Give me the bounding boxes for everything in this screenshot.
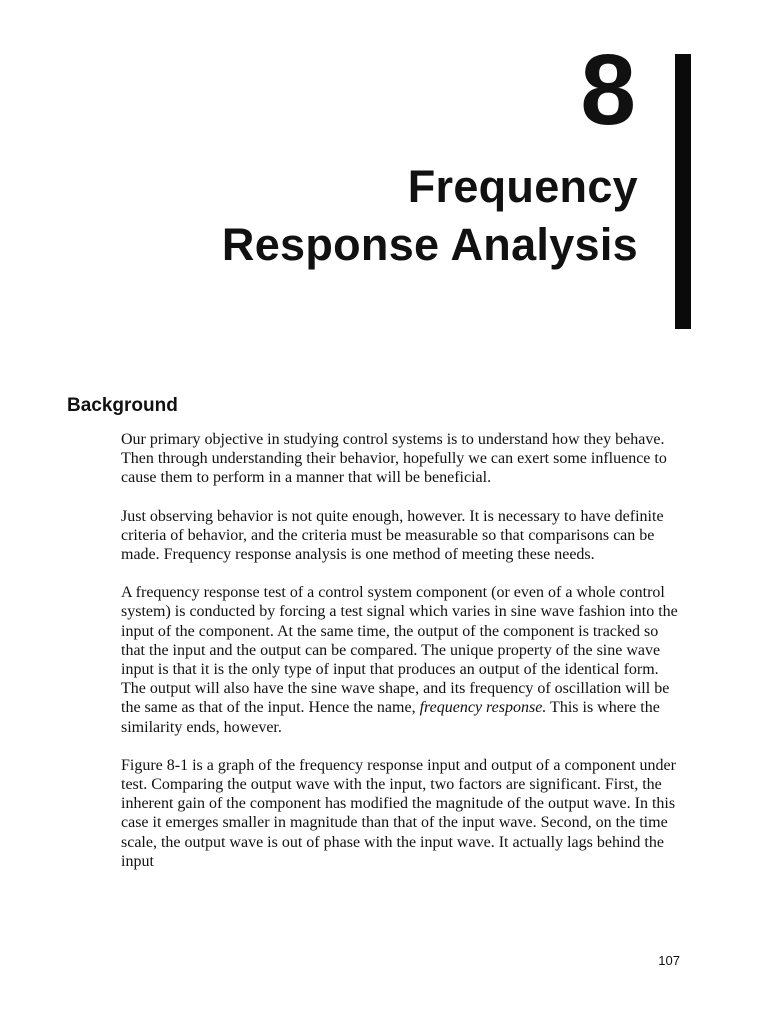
chapter-title-line-2: Response Analysis xyxy=(221,219,638,270)
body-text xyxy=(121,430,683,890)
chapter-marker-bar xyxy=(675,54,691,329)
chapter-number: 8 xyxy=(580,34,636,146)
section-heading: Background xyxy=(67,395,178,416)
paragraph-3-text-a: A frequency response test of a control system component (or even of a whole control system) is conducted by forcing a test signal which varies in sine wave fashion into the input of the component. At the same time, the output of the component is tracked so that the input and the output can be compared. The unique property of the sine wave input is that it is the only type of input that produces an output of the identical form. The output will also have the sine wave shape, and its frequency of oscillation will be the same as that of the input. Hence the name, xyxy=(121,584,678,717)
paragraph-3 xyxy=(121,583,683,737)
page-number: 107 xyxy=(658,953,680,968)
paragraph-4: Figure 8-1 is a graph of the frequency response input and output of a component under test. Comparing the output wave with the input, two factors are significant. First, the inherent gain of the component has modified the magnitude of the output wave. In this case it emerges smaller in magnitude than that of the input wave. Second, on the time scale, the output wave is out of phase with the input wave. It actually lags behind the input xyxy=(121,756,676,870)
paragraph-1: Our primary objective in studying control systems is to understand how they behave. Then through understanding their behavior, hopefully we can exert some influence to cause them to perform in a manner that will be beneficial. xyxy=(121,431,667,487)
paragraph-3-italic-term: frequency response. xyxy=(419,699,547,717)
paragraph-2: Just observing behavior is not quite enough, however. It is necessary to have definite criteria of behavior, and the criteria must be measurable so that comparisons can be made. Frequency response analysis is one method of meeting these needs. xyxy=(121,507,664,564)
chapter-title xyxy=(222,158,638,274)
paragraph-3-text-b: This is where the similarity ends, however. xyxy=(121,699,660,736)
chapter-title-line-1: Frequency xyxy=(407,161,638,212)
